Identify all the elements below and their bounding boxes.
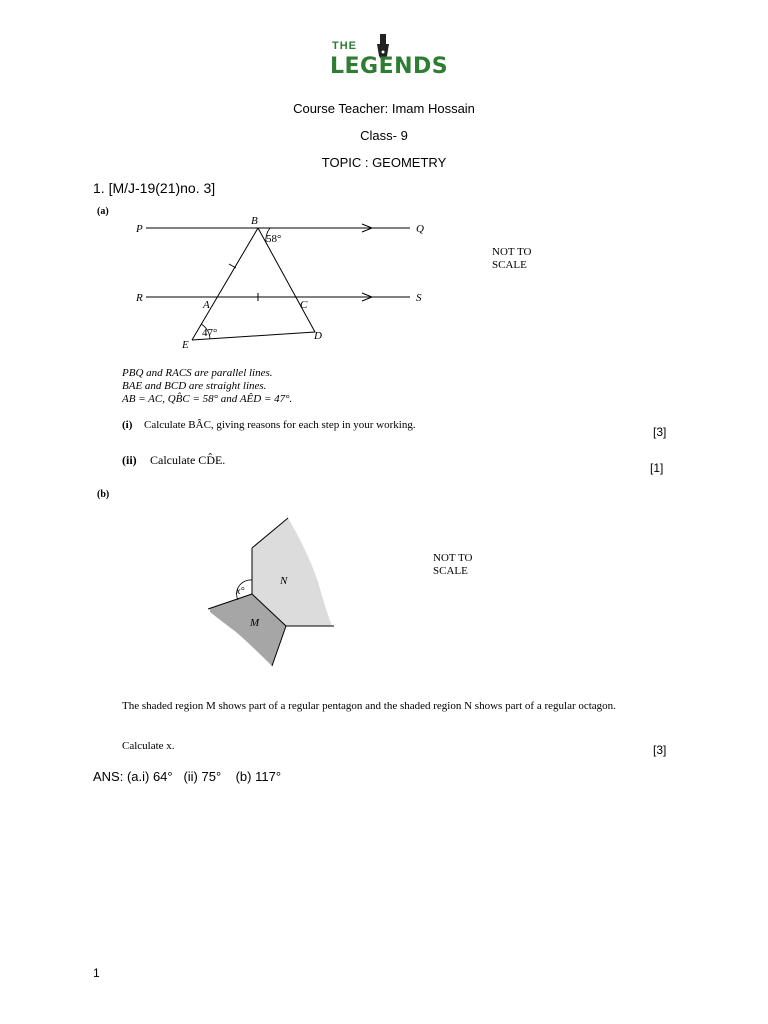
- fact-3: AB = AC, QB̂C = 58° and AÊD = 47°.: [122, 393, 293, 405]
- answer-line: ANS: (a.i) 64° (ii) 75° (b) 117°: [93, 769, 282, 784]
- fact-1: PBQ and RACS are parallel lines.: [122, 367, 273, 379]
- class-label: Class- 9: [360, 128, 408, 143]
- part-b-label: (b): [97, 489, 110, 500]
- region-m-label: M: [250, 617, 260, 629]
- not-to-scale-a: [492, 246, 531, 272]
- fact-2: BAE and BCD are straight lines.: [122, 380, 267, 392]
- triangle-diagram: [120, 212, 440, 352]
- label-r: R: [136, 292, 143, 304]
- logo-line2: LEGENDS: [330, 54, 449, 79]
- not-to-scale-b-line2: SCALE: [433, 565, 468, 577]
- course-teacher: Course Teacher: Imam Hossain: [293, 101, 475, 116]
- not-to-scale-a-line1: NOT TO: [492, 246, 532, 258]
- topic-label: TOPIC : GEOMETRY: [321, 155, 447, 170]
- page-number: 1: [93, 966, 100, 980]
- a-ii-label: (ii): [122, 453, 137, 467]
- a-i-mark: [3]: [653, 425, 667, 439]
- logo: [330, 34, 450, 82]
- logo-line1: THE: [332, 40, 357, 52]
- not-to-scale-b: [433, 552, 472, 578]
- facts: [122, 367, 292, 406]
- part-b-calc: Calculate x.: [122, 740, 175, 752]
- angle-b-label: 58°: [266, 233, 282, 245]
- label-a: A: [203, 299, 210, 311]
- label-e: E: [182, 339, 189, 351]
- tick-ab: [229, 264, 236, 268]
- question-number: 1. [M/J-19(21)no. 3]: [93, 180, 216, 196]
- part-a-label: (a): [97, 206, 109, 217]
- label-d: D: [314, 330, 322, 342]
- label-c: C: [300, 299, 308, 311]
- a-i-text: Calculate BÂC, giving reasons for each step in your working.: [144, 419, 416, 431]
- angle-e-label: 47°: [202, 327, 218, 339]
- label-p: P: [136, 223, 143, 235]
- a-i-label: (i): [122, 419, 133, 431]
- question-a-i: [122, 419, 416, 432]
- line-be: [192, 228, 258, 340]
- not-to-scale-a-line2: SCALE: [492, 259, 527, 271]
- label-s: S: [416, 292, 422, 304]
- a-ii-mark: [1]: [650, 461, 664, 475]
- region-n-label: N: [280, 575, 288, 587]
- angle-x-label: x°: [236, 586, 245, 597]
- a-ii-text: Calculate CD̂E.: [150, 453, 226, 467]
- part-b-text: The shaded region M shows part of a regular pentagon and the shaded region N shows part of a regular octagon.: [122, 700, 616, 712]
- polygon-diagram: [200, 512, 340, 672]
- label-b: B: [251, 215, 258, 227]
- label-q: Q: [416, 223, 424, 235]
- not-to-scale-b-line1: NOT TO: [433, 552, 473, 564]
- part-b-mark: [3]: [653, 743, 667, 757]
- question-a-ii: [122, 454, 225, 467]
